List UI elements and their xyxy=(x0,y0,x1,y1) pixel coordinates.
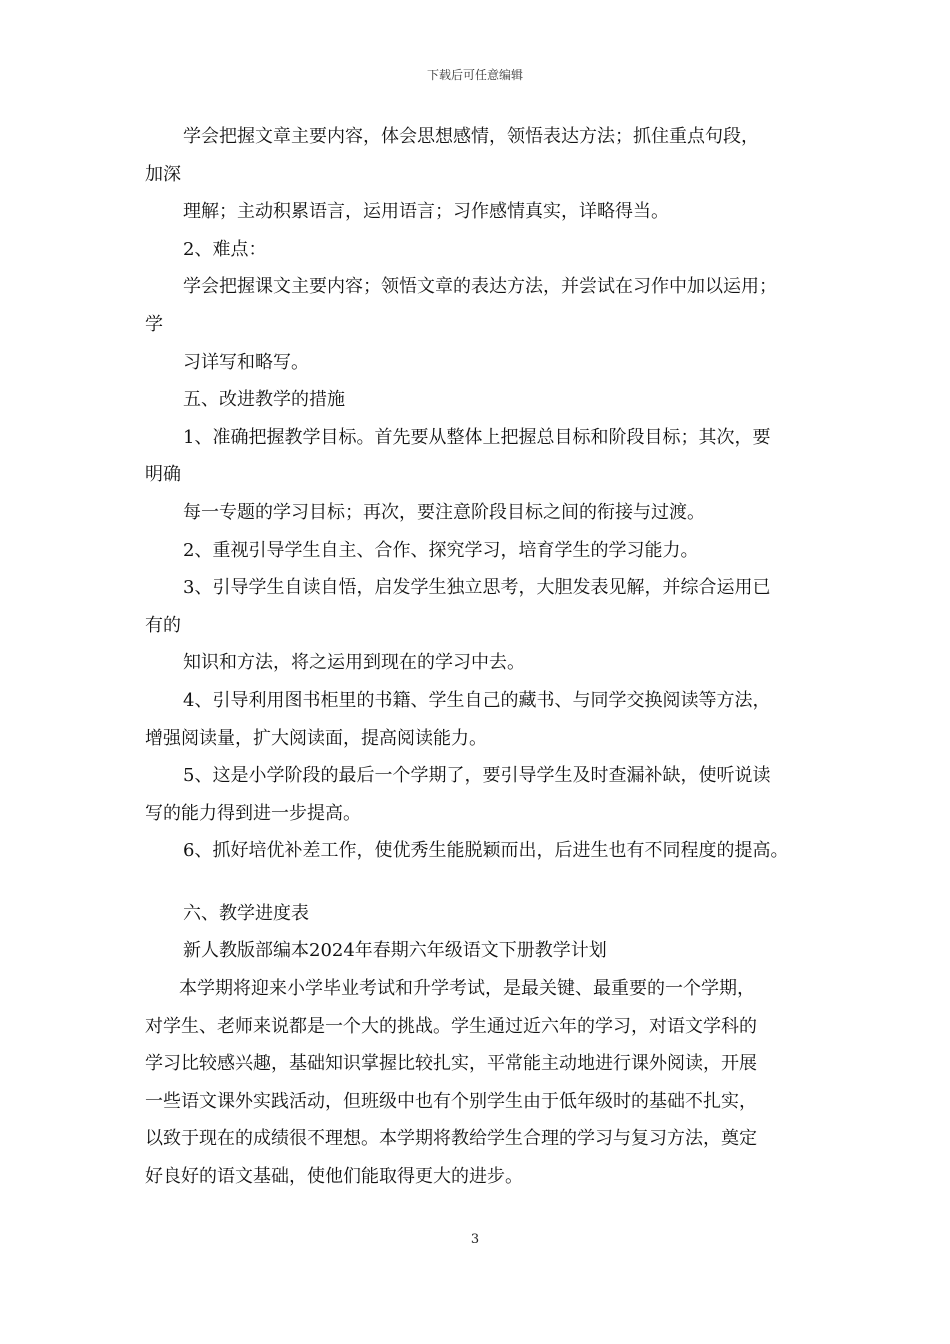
text-line: 1、准确把握教学目标。首先要从整体上把握总目标和阶段目标；其次，要 xyxy=(183,426,771,448)
text-line: 写的能力得到进一步提高。 xyxy=(145,802,361,824)
text-line: 知识和方法，将之运用到现在的学习中去。 xyxy=(183,652,525,674)
section-heading: 2、难点： xyxy=(183,238,267,260)
plan-title: 新人教版部编本2024年春期六年级语文下册教学计划 xyxy=(183,940,607,962)
section-heading: 六、教学进度表 xyxy=(183,902,309,924)
section-heading: 五、改进教学的措施 xyxy=(183,389,345,411)
text-line: 对学生、老师来说都是一个大的挑战。学生通过近六年的学习，对语文学科的 xyxy=(145,1015,757,1037)
text-line: 增强阅读量，扩大阅读面，提高阅读能力。 xyxy=(145,727,487,749)
text-line: 4、引导利用图书柜里的书籍、学生自己的藏书、与同学交换阅读等方法， xyxy=(183,689,771,711)
text-line: 3、引导学生自读自悟，启发学生独立思考，大胆发表见解，并综合运用已 xyxy=(183,577,771,599)
text-line: 明确 xyxy=(145,464,181,486)
text-line: 学习比较感兴趣，基础知识掌握比较扎实，平常能主动地进行课外阅读，开展 xyxy=(145,1053,757,1075)
text-line: 每一专题的学习目标；再次，要注意阶段目标之间的衔接与过渡。 xyxy=(183,501,705,523)
paragraph-gap xyxy=(145,870,825,895)
text-line: 学会把握文章主要内容，体会思想感情，领悟表达方法；抓住重点句段， xyxy=(183,126,759,147)
text-line: 学 xyxy=(145,313,163,335)
text-line: 理解；主动积累语言，运用语言；习作感情真实，详略得当。 xyxy=(183,201,669,223)
page-number: 3 xyxy=(470,1232,480,1247)
text-line: 以致于现在的成绩很不理想。本学期将教给学生合理的学习与复习方法，奠定 xyxy=(145,1128,757,1150)
text-line: 2、重视引导学生自主、合作、探究学习，培育学生的学习能力。 xyxy=(183,539,699,561)
text-line: 一些语文课外实践活动，但班级中也有个别学生由于低年级时的基础不扎实， xyxy=(145,1090,757,1112)
text-line: 加深 xyxy=(145,163,181,185)
page-header-note: 下载后可任意编辑 xyxy=(426,68,523,82)
text-line: 本学期将迎来小学毕业考试和升学考试，是最关键、最重要的一个学期， xyxy=(179,978,755,1000)
text-line: 习详写和略写。 xyxy=(183,351,309,373)
document-body xyxy=(145,118,825,1196)
text-line: 好良好的语文基础，使他们能取得更大的进步。 xyxy=(145,1166,523,1188)
text-line: 有的 xyxy=(145,614,181,636)
text-line: 学会把握课文主要内容；领悟文章的表达方法，并尝试在习作中加以运用； xyxy=(183,276,777,298)
text-line: 5、这是小学阶段的最后一个学期了，要引导学生及时查漏补缺，使听说读 xyxy=(183,765,771,787)
text-line: 6、抓好培优补差工作，使优秀生能脱颖而出，后进生也有不同程度的提高。 xyxy=(183,840,789,862)
